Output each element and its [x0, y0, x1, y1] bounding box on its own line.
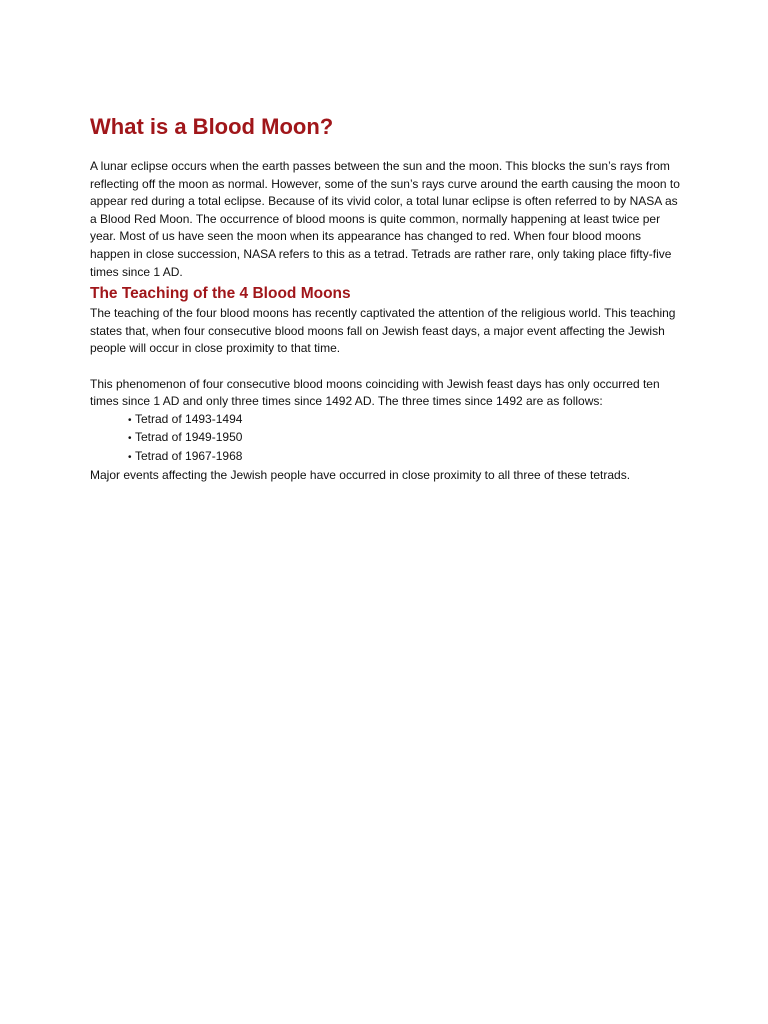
tetrad-label: Tetrad of 1949-1950 [135, 430, 243, 445]
teaching-paragraph: The teaching of the four blood moons has recently captivated the attention of the religious world. This teaching states that, when four consecutive blood moons fall on Jewish feast days, a major event affecting the Jewish people will occur in close proximity to that time. [90, 306, 676, 356]
paragraph-spacer [90, 358, 680, 376]
intro-paragraph: A lunar eclipse occurs when the earth passes between the sun and the moon. This blocks the sun’s rays from reflecting off the moon as normal. However, some of the sun’s rays curve around the earth causing the moon to appear red during a total eclipse. Because of its vivid color, a total lunar eclipse is often referred to by NASA as a Blood Red Moon. The occurrence of blood moons is quite common, normally happening at least twice per year. Most of us have seen the moon when its appearance has changed to red. When four blood moons happen in close succession, NASA refers to this as a tetrad. Tetrads are rather rare, only taking place fifty-five times since 1 AD. [90, 159, 680, 279]
list-item [128, 411, 680, 430]
bullet-icon: • [128, 414, 132, 426]
document-page [90, 113, 680, 484]
list-item [128, 429, 680, 448]
tetrad-list [90, 411, 680, 467]
closing-paragraph: Major events affecting the Jewish people have occurred in close proximity to all three of these tetrads. [90, 467, 631, 482]
page-title: What is a Blood Moon? [90, 114, 334, 139]
tetrad-label: Tetrad of 1493-1494 [135, 411, 243, 426]
bullet-icon: • [128, 433, 132, 445]
list-item [128, 448, 680, 467]
phenomenon-paragraph: This phenomenon of four consecutive blood moons coinciding with Jewish feast days has only occurred ten times since 1 AD and only three times since 1492 AD. The three times since 1492 are as follows: [90, 376, 660, 409]
tetrad-label: Tetrad of 1967-1968 [135, 448, 243, 463]
bullet-icon: • [128, 451, 132, 463]
section-heading: The Teaching of the 4 Blood Moons [90, 285, 351, 303]
